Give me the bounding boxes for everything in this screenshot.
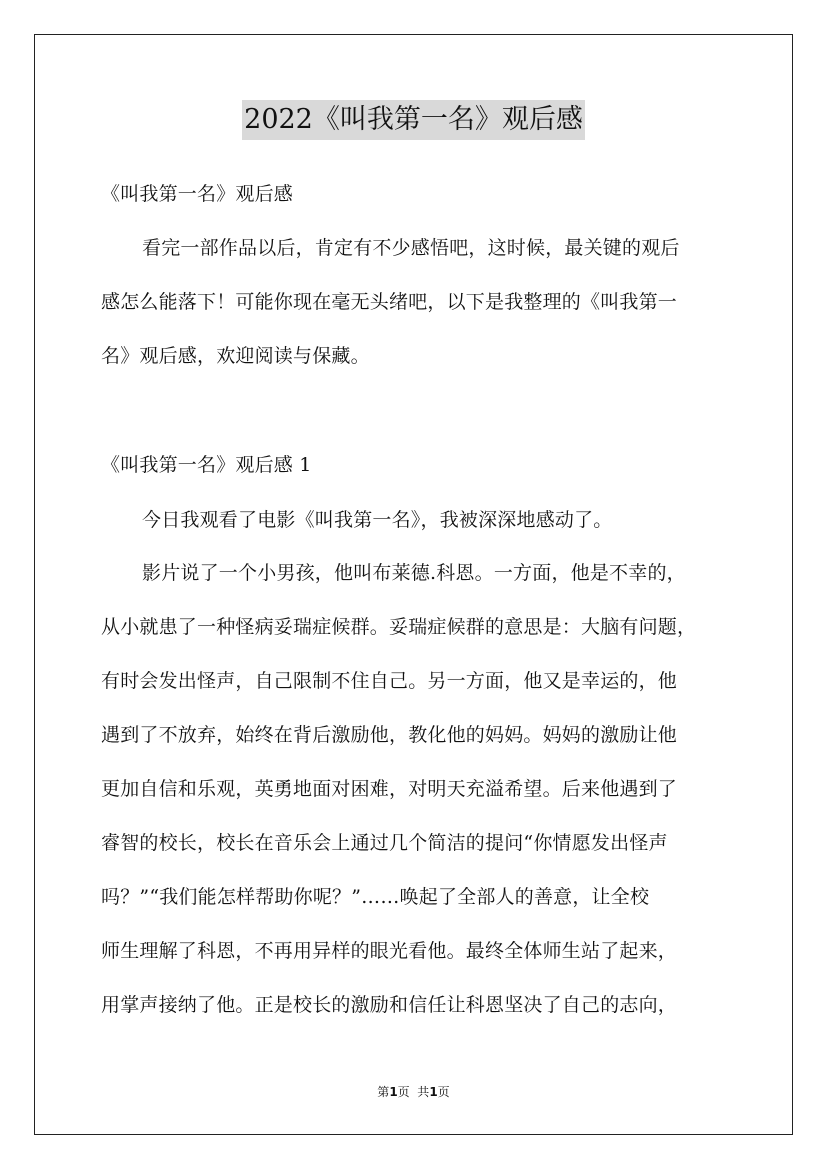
body-line: 从小就患了一种怪病妥瑞症候群。妥瑞症候群的意思是：大脑有问题，	[101, 616, 697, 638]
title-container	[0, 100, 827, 140]
footer-page-total: 1	[429, 1085, 438, 1099]
intro-line: 名》观后感，欢迎阅读与保藏。	[101, 345, 370, 367]
footer-page-current: 1	[389, 1085, 398, 1099]
body-line: 更加自信和乐观，英勇地面对困难，对明天充溢希望。后来他遇到了	[101, 778, 678, 800]
body-line: 影片说了一个小男孩，他叫布莱德.科恩。一方面，他是不幸的，	[142, 562, 686, 584]
footer-suffix: 页	[437, 1085, 450, 1099]
page-footer	[0, 1084, 827, 1100]
intro-line: 看完一部作品以后，肯定有不少感悟吧，这时候，最关键的观后	[142, 237, 680, 259]
body-line: 今日我观看了电影《叫我第一名》，我被深深地感动了。	[142, 509, 613, 531]
body-line: 睿智的校长，校长在音乐会上通过几个简洁的提问“你情愿发出怪声	[101, 832, 668, 854]
section-heading: 《叫我第一名》观后感 1	[101, 454, 312, 476]
footer-prefix: 第	[377, 1085, 390, 1099]
document-title: 2022《叫我第一名》观后感	[242, 100, 585, 140]
body-line: 师生理解了科恩，不再用异样的眼光看他。最终全体师生站了起来，	[101, 940, 678, 962]
intro-line: 感怎么能落下！可能你现在毫无头绪吧，以下是我整理的《叫我第一	[101, 291, 678, 313]
footer-mid: 页 共	[397, 1085, 430, 1099]
body-line: 有时会发出怪声，自己限制不住自己。另一方面，他又是幸运的，他	[101, 670, 678, 692]
subtitle: 《叫我第一名》观后感	[101, 183, 294, 205]
body-line: 吗？”“我们能怎样帮助你呢？”……唤起了全部人的善意，让全校	[101, 886, 650, 908]
body-line: 用掌声接纳了他。正是校长的激励和信任让科恩坚决了自己的志向，	[101, 994, 678, 1016]
body-line: 遇到了不放弃，始终在背后激励他，教化他的妈妈。妈妈的激励让他	[101, 724, 678, 746]
